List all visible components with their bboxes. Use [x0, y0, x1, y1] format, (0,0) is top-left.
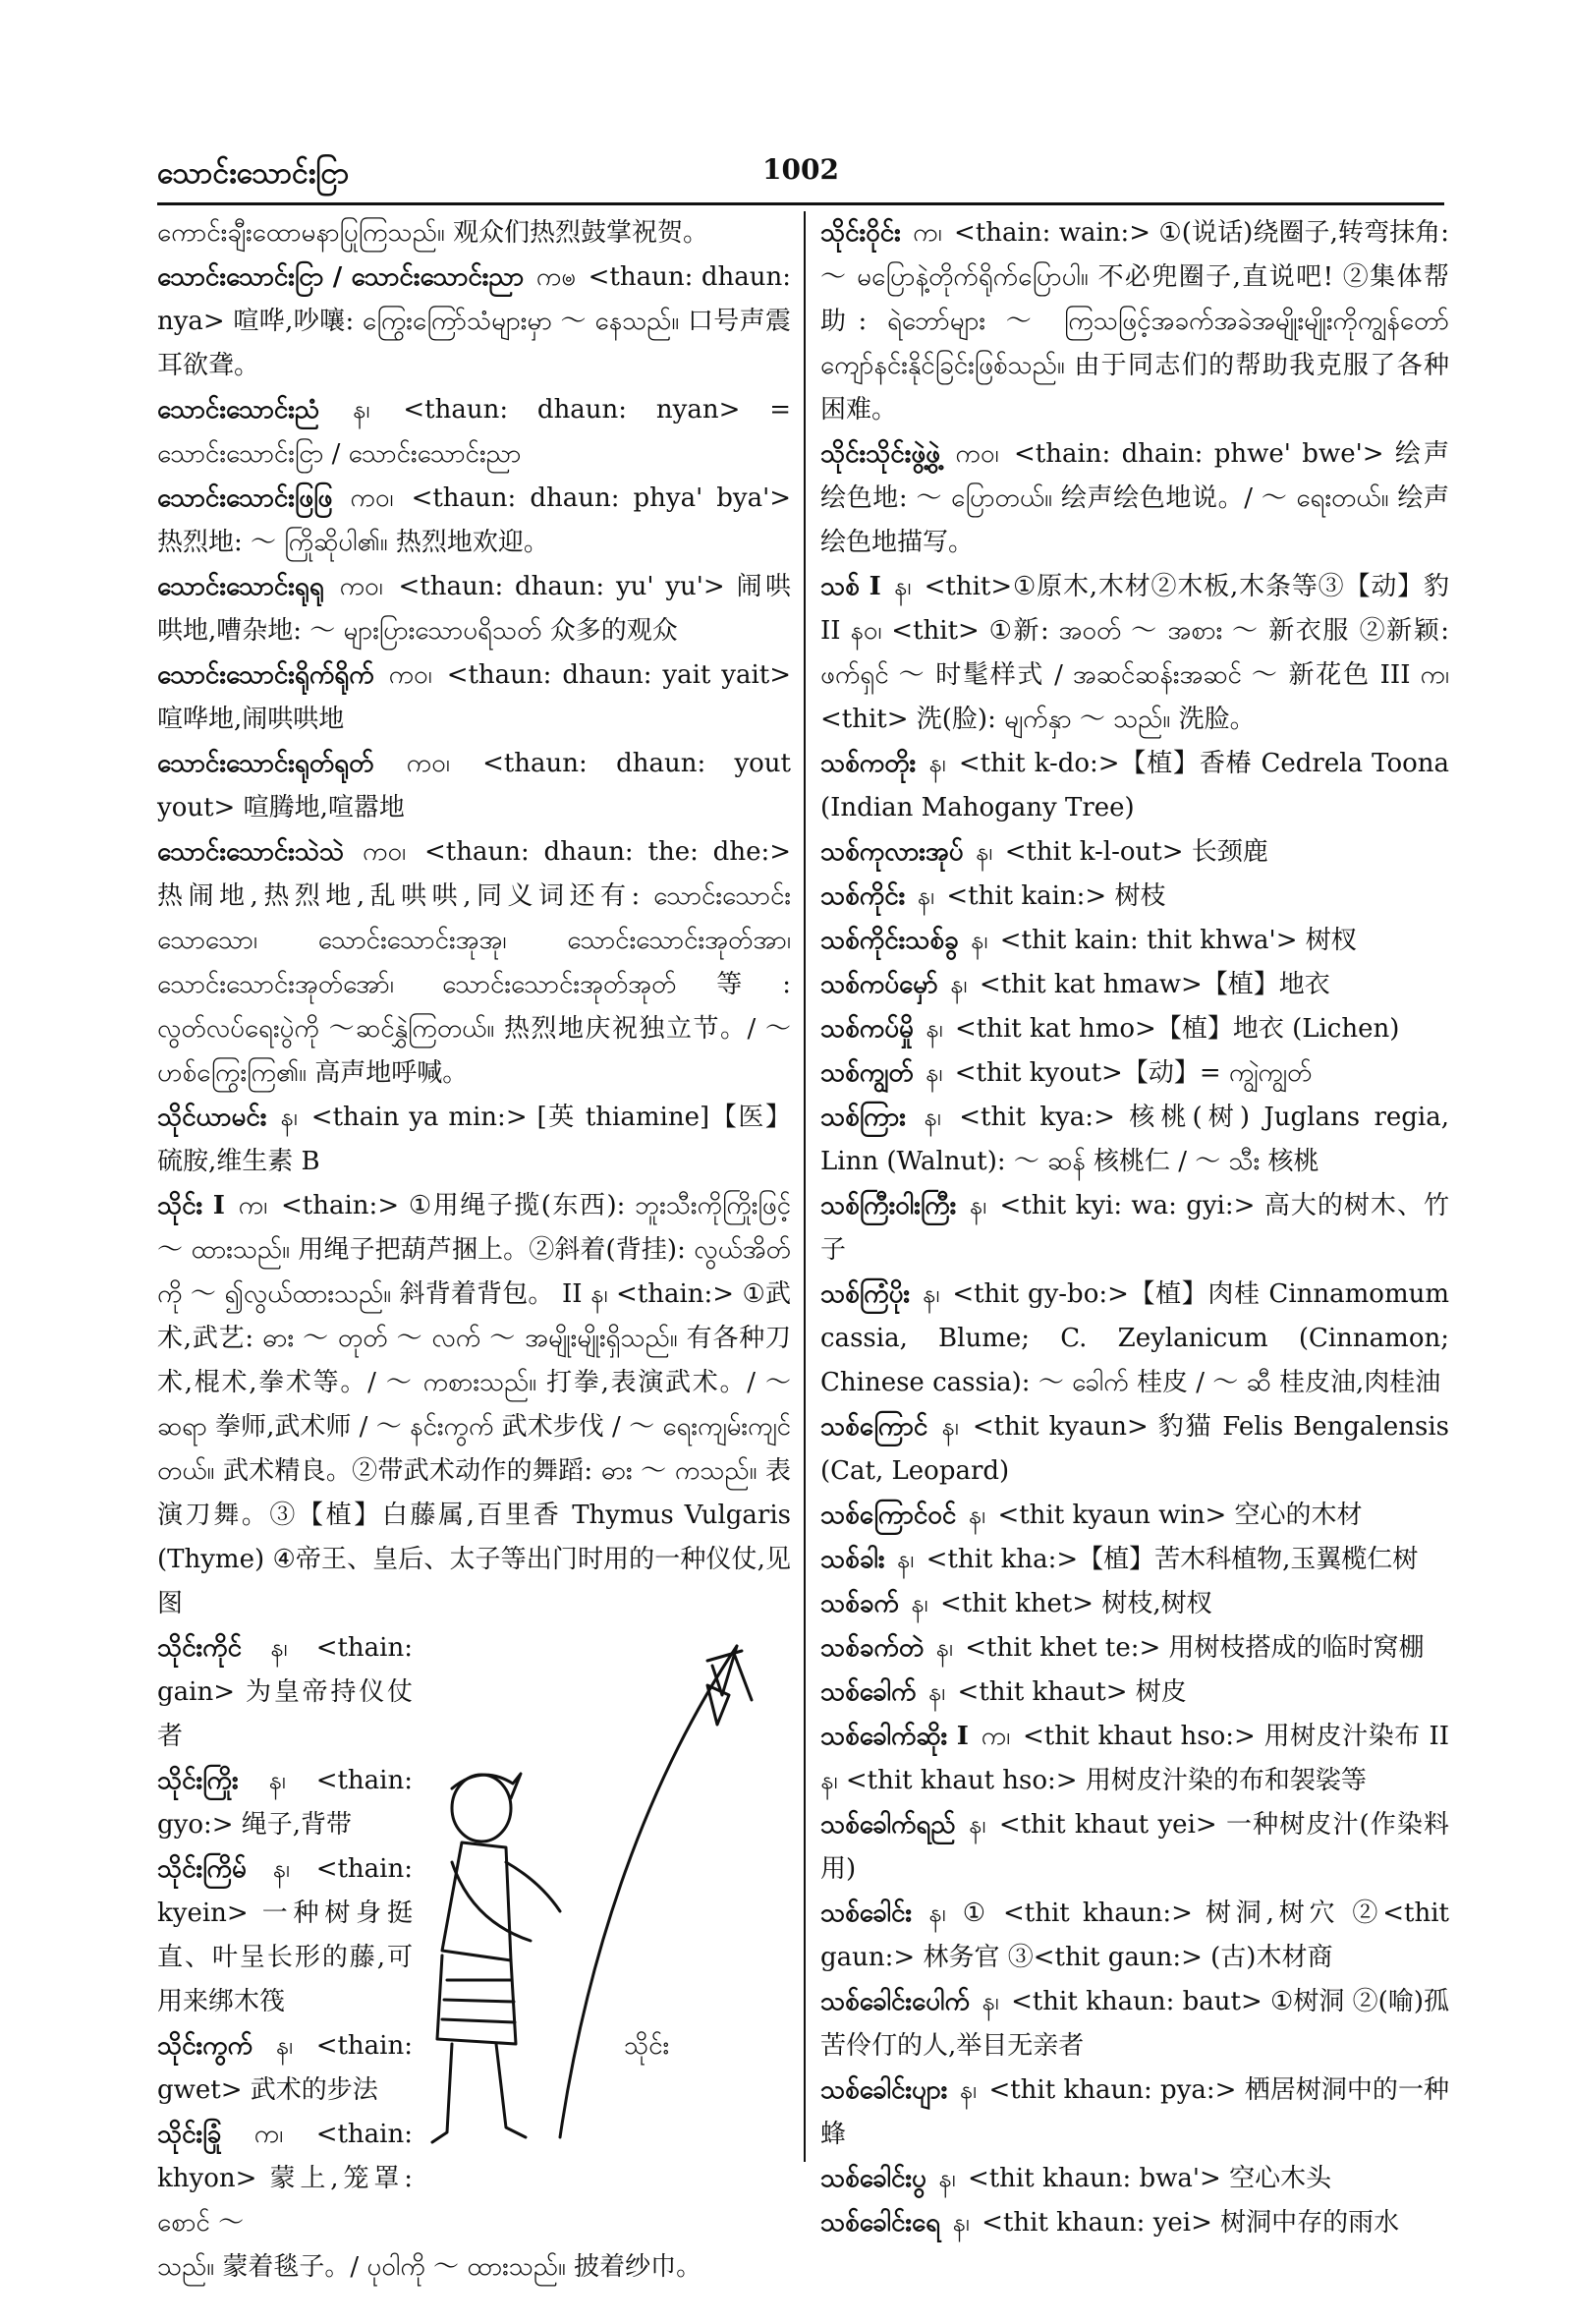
entry-part-of-speech: န၊: [928, 1899, 946, 1928]
entry-definition: <thaun: dhaun: phya' bya'> 热烈地: ～ ကြိုဆိုပါ၏။ 热烈地欢迎。: [157, 483, 792, 557]
entry-part-of-speech: က၊: [981, 1722, 1011, 1751]
dictionary-entry: [820, 2157, 1449, 2201]
entry-definition: ① <thit khaun:> 树洞,树穴 ②<thit gaun:> 林务官 ③<thit gaun:> (古)木材商: [820, 1899, 1450, 1972]
entry-headword: သောင်းသောင်းသဲသဲ: [157, 837, 345, 867]
entry-definition: <thit khaun: yei> 树洞中存的雨水: [982, 2208, 1400, 2238]
dictionary-entry: [820, 1051, 1449, 1096]
entry-headword: သစ်ကြီးဝါးကြီး: [820, 1191, 957, 1220]
entry-headword: သစ်ခေါက်ဆိုး I: [820, 1722, 969, 1751]
page-header: [157, 147, 1444, 202]
dictionary-entry: [820, 1184, 1449, 1273]
entry-definition: <thit khaun: bwa'> 空心木头: [967, 2164, 1332, 2193]
entry-part-of-speech: န၊: [969, 1191, 987, 1220]
entry-definition: ကောင်းချီးထောမနာပြုကြသည်။ 观众们热烈鼓掌祝贺。: [157, 218, 708, 248]
dictionary-entry: [820, 875, 1449, 919]
dictionary-entry: [820, 830, 1449, 875]
entry-part-of-speech: န၊: [896, 1545, 915, 1574]
entry-headword: သစ်ကိုင်း: [820, 881, 906, 911]
dictionary-entry: [157, 1759, 413, 1847]
dictionary-entry: [820, 1715, 1449, 1803]
entry-part-of-speech: န၊: [949, 970, 968, 999]
figure-side-entries: [157, 1626, 413, 2245]
entry-definition: <thain: dhain: phwe' bwe'> 绘声绘色地: ～ ပြောတယ်။ 绘声绘色地说。/ ～ ရေးတယ်။ 绘声绘色地描写。: [820, 439, 1450, 557]
entry-part-of-speech: န၊: [928, 749, 946, 778]
entry-part-of-speech: န၊: [941, 1412, 959, 1442]
entry-definition: <thaun: dhaun: yait yait> 喧哗地,闹哄哄地: [157, 660, 792, 734]
entry-headword: သောင်းသောင်းဖြဖြ: [157, 483, 333, 513]
figure-caption: သိုင်း: [624, 2031, 670, 2061]
entry-part-of-speech: န၊: [911, 1589, 928, 1618]
entry-headword: သောင်းသောင်းငြာ / သောင်းသောင်းညာ: [157, 262, 525, 292]
entry-definition: <thaun: dhaun: yout yout> 喧腾地,喧嚣地: [157, 749, 792, 822]
left-entries: [157, 211, 791, 1626]
entry-headword: သစ်ခေါက်: [820, 1677, 917, 1707]
entry-part-of-speech: ကဝ၊: [350, 483, 394, 513]
entry-headword: သစ်ခေါက်ရည်: [820, 1810, 956, 1840]
entry-part-of-speech: ကဝ၊: [363, 837, 407, 867]
entry-part-of-speech: န၊: [925, 1058, 943, 1088]
dictionary-entry: [820, 1980, 1449, 2069]
entry-definition: <thit khaut yei> 一种树皮汁(作染料用): [820, 1810, 1450, 1884]
entry-part-of-speech: န၊: [935, 1633, 953, 1663]
entry-definition: <thit khaut> 树皮: [957, 1677, 1187, 1707]
left-column: [157, 211, 791, 2290]
entry-part-of-speech: န၊: [952, 2208, 970, 2238]
dictionary-entry: [820, 1538, 1449, 1582]
entry-headword: သိုင်းခြုံ: [157, 2120, 222, 2149]
entry-part-of-speech: န၊: [968, 1501, 986, 1530]
entry-definition: <thit kain:> 树枝: [946, 881, 1166, 911]
header-rule: [157, 202, 1444, 205]
entry-definition: <thit k-l-out> 长颈鹿: [1004, 837, 1268, 867]
entry-part-of-speech: န၊: [970, 926, 988, 955]
dictionary-entry: [157, 211, 791, 255]
dictionary-entry: [820, 1892, 1449, 1980]
entry-part-of-speech: န၊: [959, 2075, 978, 2105]
entry-part-of-speech: ကဝ၊: [955, 439, 999, 469]
entry-definition: <thaun: dhaun: yu' yu'> 闹哄哄地,嘈杂地: ～ များပြားသောပရိသတ် 众多的观众: [157, 572, 792, 646]
entry-definition: <thit kain: thit khwa'> 树杈: [999, 926, 1357, 955]
entry-definition: <thit kyi: wa: gyi:> 高大的树木、竹子: [820, 1191, 1450, 1265]
dictionary-entry: [157, 565, 791, 653]
entry-headword: သိုင်းကွက်: [157, 2031, 253, 2061]
right-column: [820, 211, 1449, 2245]
dictionary-entry: [820, 1405, 1449, 1494]
entry-headword: သိုင်းကိုင်: [157, 1633, 243, 1663]
figure-block: [157, 1626, 791, 2245]
entry-headword: သစ်ကုလားအုပ်: [820, 837, 964, 867]
entry-headword: သစ်ခက်: [820, 1589, 899, 1618]
entry-headword: သစ်ကပ်မှို: [820, 1014, 914, 1044]
entry-definition: <thain: gwet> 武术的步法: [157, 2031, 413, 2105]
entry-headword: သောင်းသောင်းရိုက်ရိုက်: [157, 660, 374, 690]
entry-part-of-speech: က၊: [253, 2120, 284, 2149]
entry-definition: <thit k-do:>【植】香椿 Cedrela Toona (Indian Mahogany Tree): [820, 749, 1450, 822]
entry-definition: <thain: kyein> 一种树身挺直、叶呈长形的藤,可用来绑木筏: [157, 1854, 413, 2016]
dictionary-entry: [157, 2113, 413, 2245]
dictionary-entry: [820, 1582, 1449, 1626]
entry-headword: သိုင်းဝိုင်း: [820, 218, 901, 248]
dictionary-entry: [820, 432, 1449, 565]
entry-headword: သောင်းသောင်းရုတ်ရုတ်: [157, 749, 374, 778]
entry-headword: သစ်ကြံပိုး: [820, 1279, 910, 1309]
entry-definition: <thit gy-bo:>【植】肉桂 Cinnamomum cassia, Blume; C. Zeylanicum (Cinnamon; Chinese cassia): ～ ခေါက် 桂皮 / ～ ဆီ 桂皮油,肉桂油: [820, 1279, 1449, 1397]
dictionary-entry: [157, 477, 791, 565]
entry-definition: <thit khaun: baut> ①树洞 ②(喻)孤苦伶仃的人,举目无亲者: [820, 1987, 1450, 2061]
entry-part-of-speech: န၊: [917, 881, 935, 911]
entry-headword: သစ်ခေါင်းပေါက်: [820, 1987, 970, 2016]
entry-definition: <thit>①原木,木材②木板,木条等③【动】豹 II နဝ၊ <thit> ①新: အဝတ် ～ အစား ～ 新衣服 ②新颖: ဖက်ရှင် ～ 时髦样式 / အဆင်ဆန်းအဆင် ～ 新花色 III က၊ <thit> 洗(脸): မျက်နှာ ～ သည်။ 洗脸。: [820, 572, 1450, 734]
dictionary-entry: [157, 255, 791, 388]
dictionary-entry: [820, 1096, 1449, 1184]
entry-headword: သစ်ကိုင်းသစ်ခွ: [820, 926, 959, 955]
entry-definition: <thit khet te:> 用树枝搭成的临时窝棚: [965, 1633, 1425, 1663]
entry-part-of-speech: ကၑ: [535, 262, 577, 292]
entry-definition: <thain: gain> 为皇帝持仪仗者: [157, 1633, 414, 1751]
dictionary-entry: [820, 565, 1449, 742]
entry-part-of-speech: န၊: [272, 1854, 291, 1884]
entry-part-of-speech: န၊: [982, 1987, 999, 2016]
entry-part-of-speech: န၊: [268, 1766, 286, 1795]
dictionary-entry: [157, 1626, 413, 1759]
entry-continuation: သည်။ 蒙着毯子。/ ပုဝါကို ～ ထားသည်။ 披着纱巾。: [157, 2252, 702, 2282]
entry-part-of-speech: န၊: [975, 837, 993, 867]
man-with-umbrella-icon: [413, 1626, 786, 2177]
entry-headword: သစ်ခေါင်းပျား: [820, 2075, 948, 2105]
entry-definition: <thit kya:> 核桃(树) Juglans regia, Linn (Walnut): ～ ဆန် 核桃仁 / ～ သီး 核桃: [820, 1103, 1450, 1176]
entry-headword: သစ် I: [820, 572, 881, 601]
dictionary-entry: [820, 963, 1449, 1007]
entry-part-of-speech: န၊: [275, 2031, 294, 2061]
entry-definition: <thit khaun: pya:> 栖居树洞中的一种蜂: [820, 2075, 1450, 2149]
entry-part-of-speech: န၊: [270, 1633, 288, 1663]
entry-definition: <thit khet> 树枝,树杈: [939, 1589, 1212, 1618]
entry-part-of-speech: န၊: [938, 2164, 956, 2193]
guide-word: သောင်းသောင်းငြာ: [157, 156, 350, 191]
entry-definition: <thit kyaun> 豹猫 Felis Bengalensis (Cat, Leopard): [820, 1412, 1449, 1486]
entry-part-of-speech: ကဝ၊: [406, 749, 450, 778]
entry-part-of-speech: န၊: [968, 1810, 986, 1840]
entry-headword: သိုင်း I: [157, 1191, 225, 1220]
dictionary-entry: [820, 742, 1449, 830]
entry-part-of-speech: န၊: [926, 1014, 943, 1044]
dictionary-entry: [820, 2201, 1449, 2245]
entry-headword: သစ်ကျွတ်: [820, 1058, 914, 1088]
dictionary-entry: [820, 919, 1449, 963]
dictionary-entry: [820, 1803, 1449, 1892]
entry-definition: <thit khaut hso:> 用树皮汁染布 II န၊ <thit khaut hso:> 用树皮汁染的布和袈裟等: [820, 1722, 1449, 1795]
entry-headword: သိုင်းကြိုး: [157, 1766, 239, 1795]
entry-definition: <thain:> ①用绳子揽(东西): ဘူးသီးကိုကြိုးဖြင့် ～ ထားသည်။ 用绳子把葫芦捆上。②斜着(背挂): လွယ်အိတ်ကို ～ ၍လွယ်ထားသည်။ 斜背着背包。 II န၊ <thain:> ①武术,武艺: ဓား ～ တုတ် ～ လက် ～ အမျိုးမျိုးရှိသည်။ 有各种刀术,棍术,拳术等。/ ～ ကစားသည်။ 打拳,表演武术。/ ～ ဆရာ 拳师,武术师 / ～ နင်းကွက် 武术步伐 / ～ ရေးကျမ်းကျင်တယ်။ 武术精良。②带武术动作的舞蹈: ဓား ～ ကသည်။ 表演刀舞。③【植】白藤属,百里香 Thymus Vulgaris (Thyme) ④帝王、皇后、太子等出门时用的一种仪仗,见图: [157, 1191, 791, 1618]
entry-headword: သစ်ကြား: [820, 1103, 906, 1132]
entry-definition: <thain: gyo:> 绳子,背带: [157, 1766, 413, 1840]
dictionary-entry: [820, 1494, 1449, 1538]
entry-headword: သစ်ကြောင်: [820, 1412, 928, 1442]
entry-headword: သစ်ကပ်မှော်: [820, 970, 938, 999]
dictionary-entry: [820, 2069, 1449, 2157]
entry-headword: သစ်ခေါင်းပွ: [820, 2164, 926, 2193]
entry-part-of-speech: န၊: [893, 572, 912, 601]
entry-definition: <thit kat hmo>【植】地衣 (Lichen): [955, 1014, 1400, 1044]
page-number: 1002: [762, 153, 839, 186]
entry-part-of-speech: န၊: [280, 1103, 298, 1132]
dictionary-entry: [157, 2024, 413, 2113]
entry-definition: <thit kat hmaw>【植】地衣: [979, 970, 1330, 999]
dictionary-entry: [157, 742, 791, 830]
dictionary-entry: [820, 211, 1449, 432]
dictionary-entry: [157, 653, 791, 742]
entry-definition: <thain ya min:> [英 thiamine]【医】硫胺,维生素 B: [157, 1103, 792, 1176]
entry-headword: သစ်ခက်တဲ: [820, 1633, 925, 1663]
dictionary-entry: [820, 1273, 1449, 1405]
entry-headword: သစ်ခါး: [820, 1545, 885, 1574]
entry-definition: <thaun: dhaun: nya> 喧哗,吵嚷: ကြွေးကြော်သံများမှာ ～ နေသည်။ 口号声震耳欲聋。: [157, 262, 791, 380]
entry-headword: သိုင်းကြိမ်: [157, 1854, 247, 1884]
dictionary-entry: [157, 1184, 791, 1626]
entry-part-of-speech: ကဝ၊: [388, 660, 432, 690]
entry-part-of-speech: န၊: [924, 1103, 941, 1132]
entry-headword: သစ်ခေါင်း: [820, 1899, 913, 1928]
entry-definition: <thaun: dhaun: the: dhe:> 热闹地,热烈地,乱哄哄,同义词还有: သောင်းသောင်းသောသော၊ သောင်းသောင်းအုအု၊ သောင်းသောင်းအုတ်အာ၊ သောင်းသောင်းအုတ်အော်၊ သောင်းသောင်းအုတ်အုတ်等: လွတ်လပ်ရေးပွဲကို ～ဆင်နွှဲကြတယ်။ 热烈地庆祝独立节。/ ～ ဟစ်ကြွေးကြ၏။ 高声地呼喊。: [157, 837, 792, 1088]
dictionary-entry: [820, 1671, 1449, 1715]
entry-headword: သစ်ခေါင်းရေ: [820, 2208, 941, 2238]
entry-headword: သောင်းသောင်းရုရု: [157, 572, 324, 601]
entry-definition: <thaun: dhaun: nyan> = သောင်းသောင်းငြာ / သောင်းသောင်းညာ: [157, 395, 792, 469]
entry-part-of-speech: န၊: [922, 1279, 940, 1309]
dictionary-entry: [820, 1007, 1449, 1051]
entry-definition: <thit kyout>【动】= ကျွဲကျွတ်: [954, 1058, 1313, 1088]
column-divider: [804, 211, 806, 2162]
entry-part-of-speech: န၊: [352, 395, 370, 425]
figure-illustration: [413, 1626, 786, 2177]
entry-part-of-speech: က၊: [238, 1191, 268, 1220]
dictionary-entry: [157, 1096, 791, 1184]
entry-definition: <thain: wain:> ①(说话)绕圈子,转弯抹角: ～ မပြောနဲ့တိုက်ရိုက်ပြောပါ။ 不必兜圈子,直说吧! ②集体帮助: ရဲဘော်များ ～ ကြသဖြင့်အခက်အခဲအမျိုးမျိုးကိုကျွန်တော်ကျော်နင်းနိုင်ခြင်းဖြစ်သည်။ 由于同志们的帮助我克服了各种困难。: [820, 218, 1450, 425]
entry-definition: <thit kyaun win> 空心的木材: [997, 1501, 1363, 1530]
entry-definition: <thit kha:>【植】苦木科植物,玉翼榄仁树: [926, 1545, 1419, 1574]
entry-part-of-speech: န၊: [927, 1677, 946, 1707]
dictionary-entry: [157, 388, 791, 477]
entry-headword: သစ်ကတိုး: [820, 749, 917, 778]
entry-headword: သောင်းသောင်းညံ: [157, 395, 320, 425]
dictionary-entry: [820, 1626, 1449, 1671]
dictionary-entry: [157, 830, 791, 1096]
entry-part-of-speech: က၊: [913, 218, 942, 248]
entry-definition: <thain: khyon> 蒙上,笼罩: စောင် ～: [157, 2120, 413, 2238]
entry-part-of-speech: ကဝ၊: [339, 572, 383, 601]
dictionary-entry: [157, 1847, 413, 2024]
entry-headword: သိုင်းသိုင်းဖွဲ့ဖွဲ့: [820, 439, 941, 469]
entry-headword: သိုင်ယာမင်း: [157, 1103, 267, 1132]
entry-headword: သစ်ကြောင်ဝင်: [820, 1501, 957, 1530]
